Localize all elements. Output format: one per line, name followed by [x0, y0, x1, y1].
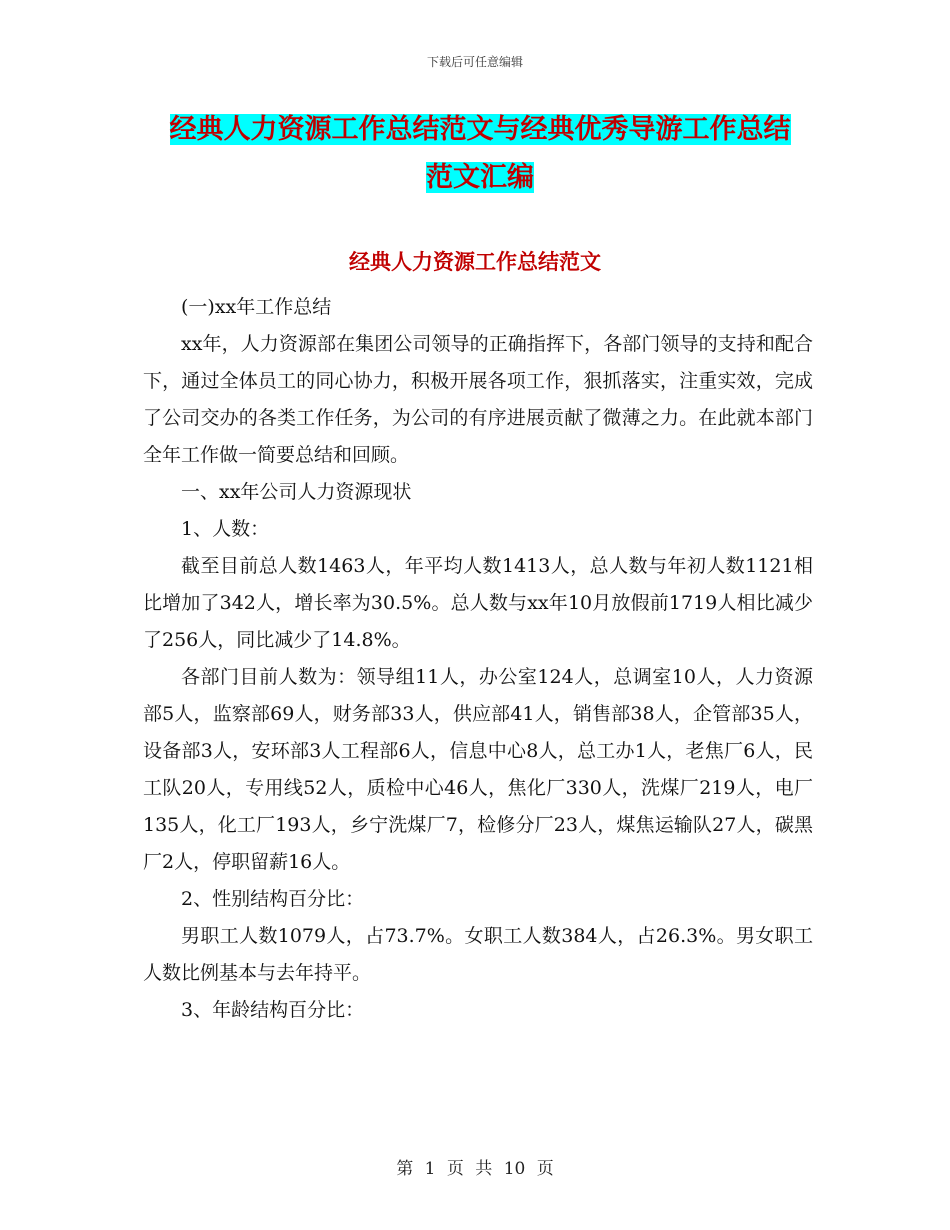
body-text: [143, 289, 813, 1029]
paragraph: xx年，人力资源部在集团公司领导的正确指挥下，各部门领导的支持和配合下，通过全体员工的同心协力，积极开展各项工作，狠抓落实，注重实效，完成了公司交办的各类工作任务，为公司的有序进展贡献了微薄之力。在此就本部门全年工作做一简要总结和回顾。: [143, 333, 813, 466]
paragraph: 3、年龄结构百分比：: [181, 999, 365, 1021]
paragraph: 2、性别结构百分比：: [181, 888, 365, 910]
document-title-line-2: 范文汇编: [426, 162, 534, 193]
document-title-line-1: 经典人力资源工作总结范文与经典优秀导游工作总结: [169, 114, 791, 145]
paragraph: 各部门目前人数为：领导组11人，办公室124人，总调室10人，人力资源部5人，监察部69人，财务部33人，供应部41人，销售部38人，企管部35人，设备部3人，安环部3人工程部6人，信息中心8人，总工办1人，老焦厂6人，民工队20人，专用线52人，质检中心46人，焦化厂330人，洗煤厂219人，电厂135人，化工厂193人，乡宁洗煤厂7，检修分厂23人，煤焦运输队27人，碳黑厂2人，停职留薪16人。: [143, 666, 813, 873]
paragraph: 男职工人数1079人，占73.7%。女职工人数384人，占26.3%。男女职工人数比例基本与去年持平。: [143, 925, 813, 984]
header-note: 下载后可任意编辑: [426, 55, 523, 69]
paragraph: 一、xx年公司人力资源现状: [181, 481, 412, 503]
paragraph: (一)xx年工作总结: [181, 296, 332, 318]
paragraph: 1、人数：: [181, 518, 270, 540]
section-title: 经典人力资源工作总结范文: [349, 250, 601, 274]
page-footer: 第 1 页 共 10 页: [396, 1159, 554, 1179]
document-title: [150, 106, 810, 202]
paragraph: 截至目前总人数1463人，年平均人数1413人，总人数与年初人数1121相比增加了342人，增长率为30.5%。总人数与xx年10月放假前1719人相比减少了256人，同比减少了14.8%。: [143, 555, 813, 651]
